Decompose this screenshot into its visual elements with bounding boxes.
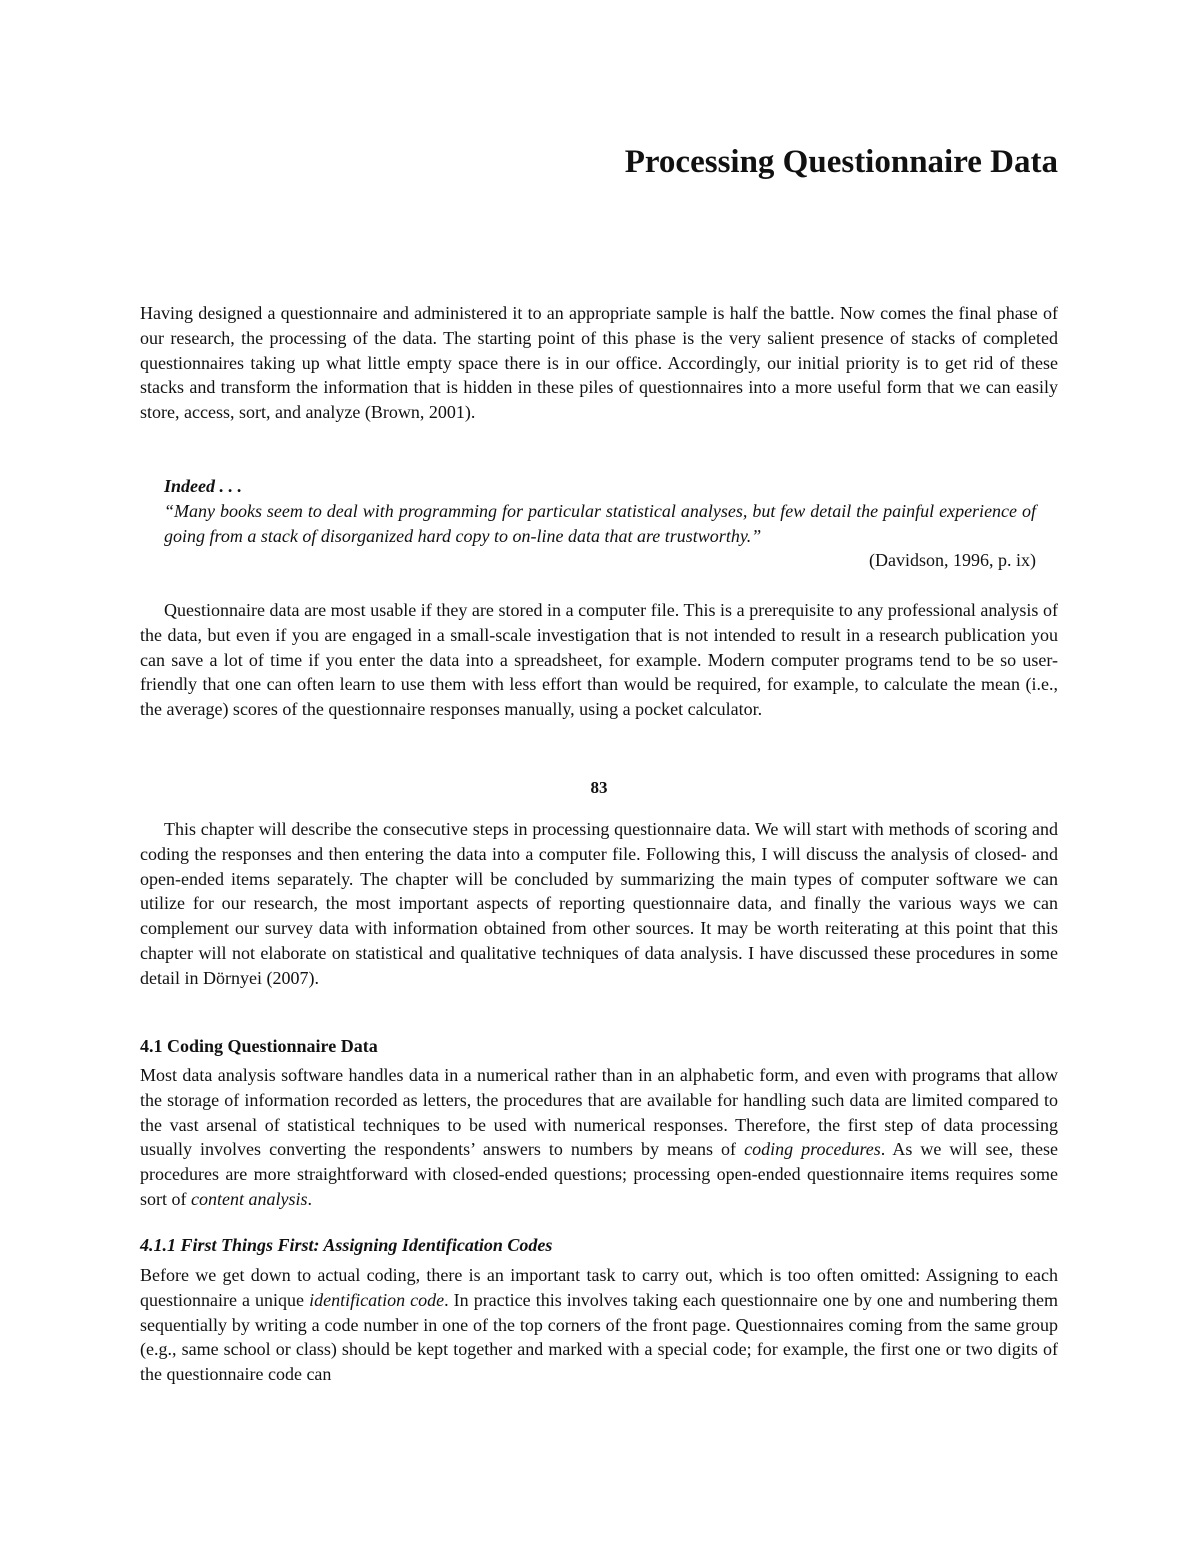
callout-heading: Indeed . . . bbox=[164, 476, 242, 496]
paragraph-chapter-overview: This chapter will describe the consecutive steps in processing questionnaire data. We will start with methods of scoring and coding the responses and then entering the data into a computer file. Following this, I will discuss the analysis of closed- and open-ended items separately. The chapter will be concluded by summarizing the main types of computer software we can utilize for our research, the most important aspects of reporting questionnaire data, and finally the various ways we can complement our survey data with information obtained from other sources. It may be worth reiterating at this point that this chapter will not elaborate on statistical and qualitative techniques of data analysis. I have discussed these procedures in some detail in Dörnyei (2007). bbox=[140, 819, 1058, 988]
callout-source: (Davidson, 1996, p. ix) bbox=[869, 550, 1036, 571]
page-number: 83 bbox=[590, 778, 608, 797]
emphasis-identification-code: identification code bbox=[309, 1289, 445, 1310]
emphasis-content-analysis: content analysis bbox=[191, 1188, 308, 1209]
text-run: . In practice this involves taking each questionnaire one by one and numbering them sequentially by writing a code number in one of the top corners of the front page. Questionnaires coming from the same group (e.g., same school or class) should be kept together and marked with a special code; for example, the first one or two digits of the questionnaire code can bbox=[140, 1289, 1059, 1385]
text-run: Most data analysis software handles data in a numerical rather than in an alphabetic form, and even with programs that allow the storage of information recorded as letters, the procedures that are available for handling such data are limited compared to the vast arsenal of statistical techniques to be used with numerical responses. Therefore, the first step of data processing usually involves converting the respondents’ answers to numbers by means of bbox=[140, 1065, 1058, 1160]
callout-quote: “Many books seem to deal with programming for particular statistical analyses, but few detail the painful experience of going from a stack of disorganized hard copy to on-line data that are trustworthy.” bbox=[164, 500, 1036, 546]
section-heading-4-1: 4.1 Coding Questionnaire Data bbox=[140, 1036, 378, 1056]
text-run: . As we will see, these procedures are more straightforward with closed-ended questions; processing open-ended questionnaire items requires some sort of bbox=[140, 1139, 1058, 1209]
paragraph-identification-codes bbox=[140, 1263, 1058, 1387]
text-run: Before we get down to actual coding, there is an important task to carry out, which is too often omitted: Assigning to each questionnaire a unique bbox=[140, 1265, 1058, 1310]
page-title: Processing Questionnaire Data bbox=[624, 144, 1058, 180]
emphasis-coding-procedures: coding procedures bbox=[744, 1139, 881, 1160]
quote-callout bbox=[164, 474, 1036, 573]
paragraph-computer-file: Questionnaire data are most usable if they are stored in a computer file. This is a prerequisite to any professional analysis of the data, but even if you are engaged in a small-scale investigation that is not intended to result in a research publication you can save a lot of time if you enter the data into a spreadsheet, for example. Modern computer programs tend to be so user-friendly that one can often learn to use them with less effort than would be required, for example, to calculate the mean (i.e., the average) scores of the questionnaire responses manually, using a pocket calculator. bbox=[140, 600, 1058, 720]
intro-paragraph: Having designed a questionnaire and administered it to an appropriate sample is half the battle. Now comes the final phase of our research, the processing of the data. The starting point of this phase is the very salient presence of stacks of completed questionnaires taking up what little empty space there is in our office. Accordingly, our initial priority is to get rid of these stacks and transform the information that is hidden in these piles of questionnaires into a more useful form that we can easily store, access, sort, and analyze (Brown, 2001). bbox=[140, 303, 1058, 423]
text-run: . bbox=[307, 1188, 312, 1209]
section-heading-4-1-1: 4.1.1 First Things First: Assigning Identification Codes bbox=[140, 1235, 553, 1255]
paragraph-coding-data bbox=[140, 1063, 1058, 1212]
